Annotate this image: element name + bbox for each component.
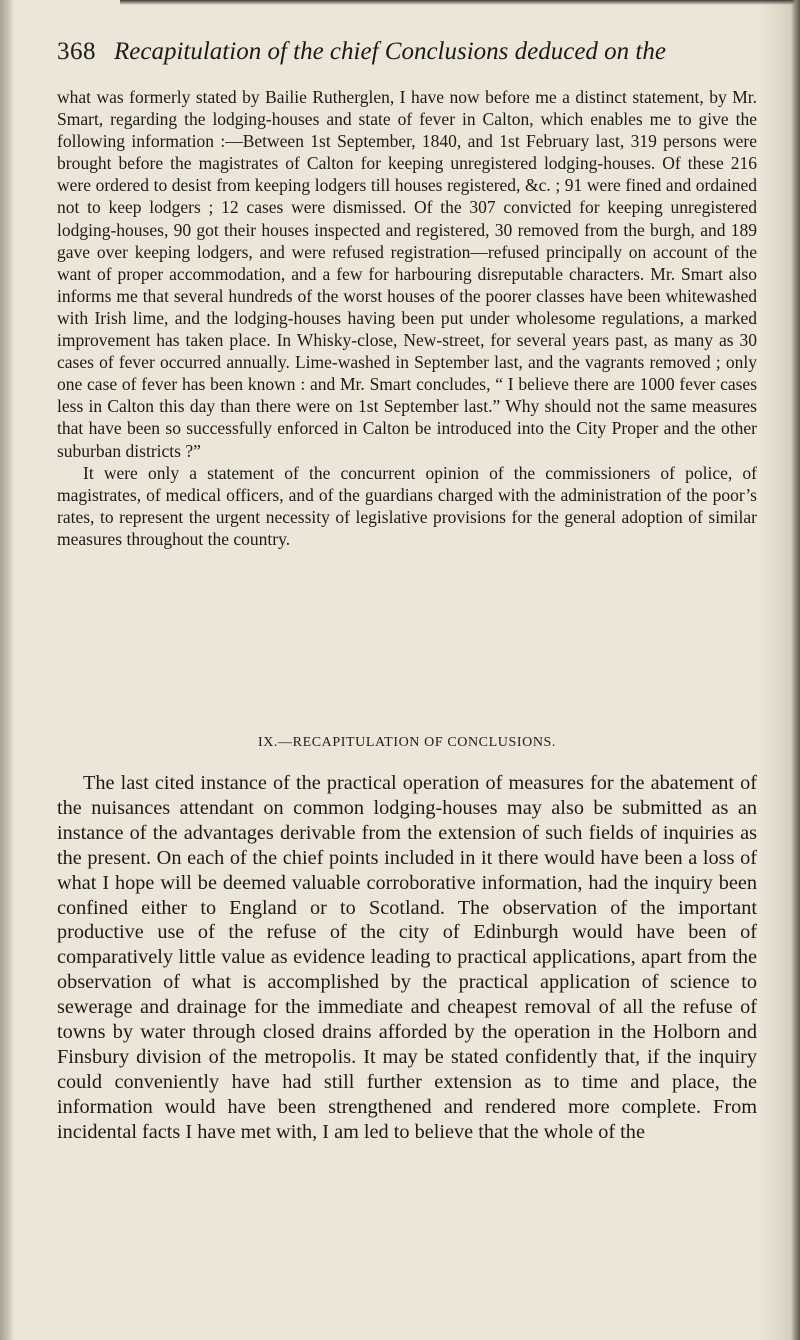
body-text-small [57,86,757,550]
page-number: 368 [57,38,96,65]
paragraph-concurrent-opinion: It were only a statement of the concurrent opinion of the commissioners of police, of magistrates, of medical officers, and of the guardians charged with the administration of the poor’s rates, to represent the urgent necessity of legislative provisions for the general adoption of similar measures throughout the country. [57,462,757,549]
running-head [57,38,757,86]
section-heading: IX.—RECAPITULATION OF CONCLUSIONS. [257,735,557,750]
page-gutter-shadow [0,0,14,1340]
paragraph-calton-statement: what was formerly stated by Bailie Rutherglen, I have now before me a distinct statement, by Mr. Smart, regarding the lodging-houses and state of fever in Calton, which enables me to give the following information :—Between 1st September, 1840, and 1st February last, 319 persons were brought before the magistrates of Calton for keeping unregistered lodging-houses. Of these 216 were ordered to desist from keeping lodgers till houses registered, &c. ; 91 were fined and ordained not to keep lodgers ; 12 cases were dismissed. Of the 307 convicted for keeping unregistered lodging-houses, 90 got their houses inspected and registered, 30 removed from the burgh, and 189 gave over keeping lodgers, and were refused registration—refused principally on account of the want of proper accommodation, and a few for harbouring disreputable characters. Mr. Smart also informs me that several hundreds of the worst houses of the poorer classes have been whitewashed with Irish lime, and the lodging-houses having been put under wholesome regulations, a marked improvement has taken place. In Whisky-close, New-street, for several years past, as many as 30 cases of fever occurred annually. Lime-washed in September last, and the vagrants removed ; only one case of fever has been known : and Mr. Smart concludes, “ I believe there are 1000 fever cases less in Calton this day than there were on 1st September last.” Why should not the same measures that have been so successfully enforced in Calton be introduced into the City Proper and the other suburban districts ?” [57,87,757,461]
body-text-large [57,771,757,1145]
page-edge-shadow [791,0,800,1340]
paragraph-recapitulation: The last cited instance of the practical operation of measures for the abatement of the nuisances attendant on common lodging-houses may also be submitted as an instance of the advantages derivable from the extension of such fields of inquiries as the present. On each of the chief points included in it there would have been a loss of what I hope will be deemed valuable corroborative information, had the inquiry been confined either to England or to Scotland. The observation of the important productive use of the refuse of the city of Edinburgh would have been of comparatively little value as evidence leading to practical applications, apart from the observation of what is accomplished by the practical application of science to sewerage and drainage for the immediate and cheapest removal of all the refuse of towns by water through closed drains afforded by the operation in the Holborn and Finsbury division of the metropolis. It may be stated confidently that, if the inquiry could conveniently have had still further extension as to time and place, the information would have been strengthened and rendered more complete. From incidental facts I have met with, I am led to believe that the whole of the [57,772,757,1143]
page-top-shadow [120,0,800,5]
running-head-title: Recapitulation of the chief Conclusions deduced on the [114,38,666,65]
